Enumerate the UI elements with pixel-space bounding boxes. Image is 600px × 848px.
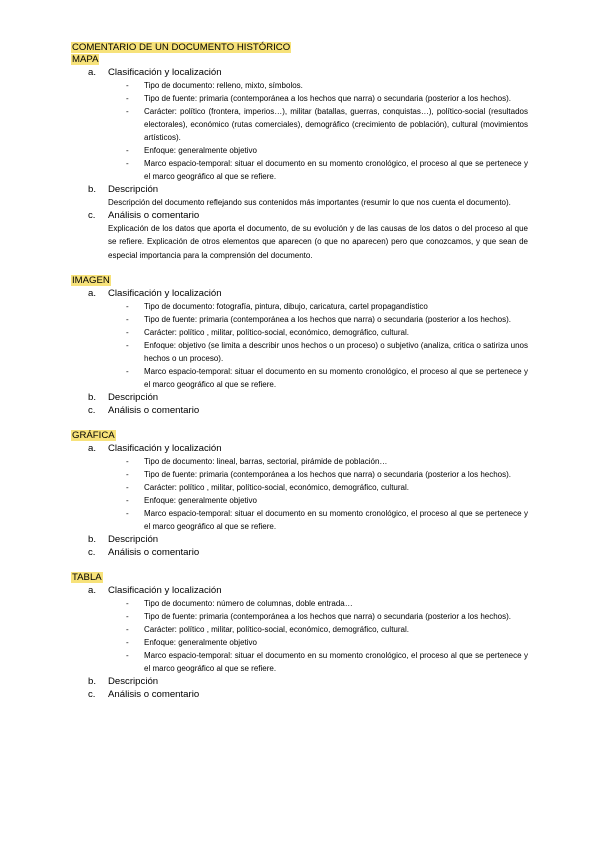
outline-label: Análisis o comentario — [108, 688, 200, 700]
dash-icon: - — [126, 107, 129, 116]
outline-label: Análisis o comentario — [108, 210, 200, 222]
bullet-text: Marco espacio-temporal: situar el documento en su momento cronológico, el proceso al que se pertenece y el marco geográfico al que se refiere. — [144, 159, 528, 181]
outline-label: Descripción — [108, 675, 159, 687]
section-2 — [71, 430, 528, 559]
bullet-text: Marco espacio-temporal: situar el documento en su momento cronológico, el proceso al que se pertenece y el marco geográfico al que se refiere. — [144, 508, 528, 531]
outline-item — [71, 675, 528, 688]
bullet-list — [71, 597, 528, 675]
outline-marker: a. — [88, 584, 97, 596]
section-heading — [71, 572, 528, 584]
bullet-item — [108, 610, 528, 623]
bullet-item — [108, 300, 528, 313]
section-heading — [71, 430, 528, 442]
outline-item-head — [88, 66, 528, 79]
bullet-text: Tipo de documento: número de columnas, doble entrada… — [144, 598, 353, 608]
outline-marker: c. — [88, 546, 96, 558]
outline-item-head — [88, 688, 528, 701]
bullet-item — [108, 105, 528, 144]
section-heading-text: IMAGEN — [72, 274, 110, 286]
bullet-text: Carácter: político (frontera, imperios…), militar (batallas, guerras, conquistas…), político-social (resultados electorales), económico (rutas comerciales), demográfico (crecimiento de población), cultural (movimientos artísticos). — [144, 107, 528, 142]
outline-item-head — [88, 391, 528, 404]
outline-label: Descripción — [108, 533, 159, 545]
document-title-text: COMENTARIO DE UN DOCUMENTO HISTÓRICO — [72, 42, 291, 53]
outline-item-head — [88, 546, 528, 559]
sections-container — [71, 54, 528, 701]
section-3 — [71, 572, 528, 701]
bullet-item — [108, 623, 528, 636]
outline-item — [71, 688, 528, 701]
outline-item — [71, 442, 528, 533]
dash-icon: - — [126, 508, 129, 518]
section-heading-text: GRÁFICA — [72, 429, 115, 441]
outline-label: Análisis o comentario — [108, 546, 200, 558]
outline-marker: c. — [88, 404, 96, 416]
bullet-item — [108, 313, 528, 326]
bullet-item — [108, 455, 528, 468]
dash-icon: - — [126, 637, 129, 647]
bullet-item — [108, 649, 528, 675]
bullet-text: Tipo de documento: relleno, mixto, símbolos. — [144, 81, 303, 90]
bullet-item — [108, 507, 528, 533]
paragraph-text: Explicación de los datos que aporta el documento, de su evolución y de las causas de los datos o del proceso al que se refiere. Explicación de otros elementos que aparecen (o que no aparecen) pero que conozcamos, y que sean de especial importancia para la comprensión del documento. — [108, 224, 528, 260]
bullet-text: Tipo de documento: lineal, barras, sectorial, pirámide de población… — [144, 456, 388, 466]
bullet-item — [108, 92, 528, 105]
outline-item — [71, 183, 528, 209]
bullet-item — [108, 144, 528, 157]
bullet-item — [108, 157, 528, 183]
bullet-list — [71, 455, 528, 533]
dash-icon: - — [126, 81, 129, 90]
bullet-item — [108, 494, 528, 507]
bullet-text: Enfoque: objetivo (se limita a describir unos hechos o un proceso) o subjetivo (analiza, critica o satiriza unos hechos o un proceso). — [144, 340, 528, 363]
outline-item — [71, 287, 528, 391]
outline-marker: b. — [88, 675, 97, 687]
outline-item — [71, 533, 528, 546]
bullet-text: Enfoque: generalmente objetivo — [144, 495, 257, 505]
outline-marker: c. — [88, 688, 96, 700]
outline-item — [71, 404, 528, 417]
outline-item — [71, 584, 528, 675]
bullet-text: Tipo de fuente: primaria (contemporánea a los hechos que narra) o secundaria (posterior a los hechos). — [144, 94, 512, 103]
paragraph-text: Descripción del documento reflejando sus contenidos más importantes (resumir lo que nos cuenta el documento). — [108, 198, 511, 207]
bullet-item — [108, 636, 528, 649]
dash-icon: - — [126, 301, 129, 311]
bullet-text: Carácter: político , militar, político-social, económico, demográfico, cultural. — [144, 624, 409, 634]
bullet-list — [71, 79, 528, 183]
section-heading-text: TABLA — [72, 571, 102, 583]
outline-label: Clasificación y localización — [108, 584, 222, 596]
dash-icon: - — [126, 146, 129, 155]
dash-icon: - — [126, 650, 129, 660]
bullet-item — [108, 481, 528, 494]
outline-item-head — [88, 675, 528, 688]
outline-marker: a. — [88, 287, 97, 299]
bullet-text: Carácter: político , militar, político-social, económico, demográfico, cultural. — [144, 482, 409, 492]
outline-label: Clasificación y localización — [108, 442, 222, 454]
section-1 — [71, 275, 528, 417]
bullet-text: Tipo de fuente: primaria (contemporánea a los hechos que narra) o secundaria (posterior a los hechos). — [144, 314, 512, 324]
outline-marker: b. — [88, 533, 97, 545]
section-heading — [71, 275, 528, 287]
dash-icon: - — [126, 327, 129, 337]
document-title — [71, 42, 528, 54]
dash-icon: - — [126, 159, 129, 168]
bullet-text: Tipo de fuente: primaria (contemporánea a los hechos que narra) o secundaria (posterior a los hechos). — [144, 469, 512, 479]
outline-label: Clasificación y localización — [108, 287, 222, 299]
dash-icon: - — [126, 314, 129, 324]
bullet-list — [71, 300, 528, 391]
outline-marker: c. — [88, 210, 96, 222]
dash-icon: - — [126, 456, 129, 466]
outline-marker: a. — [88, 67, 97, 78]
document-page — [71, 42, 528, 714]
outline-item — [71, 209, 528, 262]
outline-marker: b. — [88, 184, 97, 195]
bullet-text: Enfoque: generalmente objetivo — [144, 637, 257, 647]
outline-item — [71, 66, 528, 183]
bullet-item — [108, 468, 528, 481]
outline-label: Análisis o comentario — [108, 404, 200, 416]
outline-item-head — [88, 287, 528, 300]
bullet-item — [108, 365, 528, 391]
outline-item-head — [88, 533, 528, 546]
outline-marker: b. — [88, 391, 97, 403]
dash-icon: - — [126, 624, 129, 634]
dash-icon: - — [126, 366, 129, 376]
outline-item-head — [88, 209, 528, 222]
bullet-item — [108, 79, 528, 92]
section-heading — [71, 54, 528, 66]
bullet-text: Tipo de documento: fotografía, pintura, dibujo, caricatura, cartel propagandístico — [144, 301, 428, 311]
dash-icon: - — [126, 598, 129, 608]
dash-icon: - — [126, 495, 129, 505]
dash-icon: - — [126, 469, 129, 479]
dash-icon: - — [126, 482, 129, 492]
dash-icon: - — [126, 340, 129, 350]
outline-item-head — [88, 584, 528, 597]
outline-item-head — [88, 404, 528, 417]
bullet-item — [108, 597, 528, 610]
dash-icon: - — [126, 94, 129, 103]
outline-marker: a. — [88, 442, 97, 454]
bullet-text: Tipo de fuente: primaria (contemporánea a los hechos que narra) o secundaria (posterior a los hechos). — [144, 611, 512, 621]
bullet-text: Carácter: político , militar, político-social, económico, demográfico, cultural. — [144, 327, 409, 337]
dash-icon: - — [126, 611, 129, 621]
outline-item-head — [88, 183, 528, 196]
outline-item-head — [88, 442, 528, 455]
outline-label: Descripción — [108, 391, 159, 403]
bullet-text: Marco espacio-temporal: situar el documento en su momento cronológico, el proceso al que se pertenece y el marco geográfico al que se refiere. — [144, 650, 528, 673]
outline-label: Descripción — [108, 184, 159, 195]
bullet-item — [108, 339, 528, 365]
outline-item — [71, 391, 528, 404]
outline-item — [71, 546, 528, 559]
outline-label: Clasificación y localización — [108, 67, 222, 78]
bullet-item — [108, 326, 528, 339]
bullet-text: Enfoque: generalmente objetivo — [144, 146, 257, 155]
section-heading-text: MAPA — [72, 54, 99, 65]
bullet-text: Marco espacio-temporal: situar el documento en su momento cronológico, el proceso al que se pertenece y el marco geográfico al que se refiere. — [144, 366, 528, 389]
section-0 — [71, 54, 528, 262]
